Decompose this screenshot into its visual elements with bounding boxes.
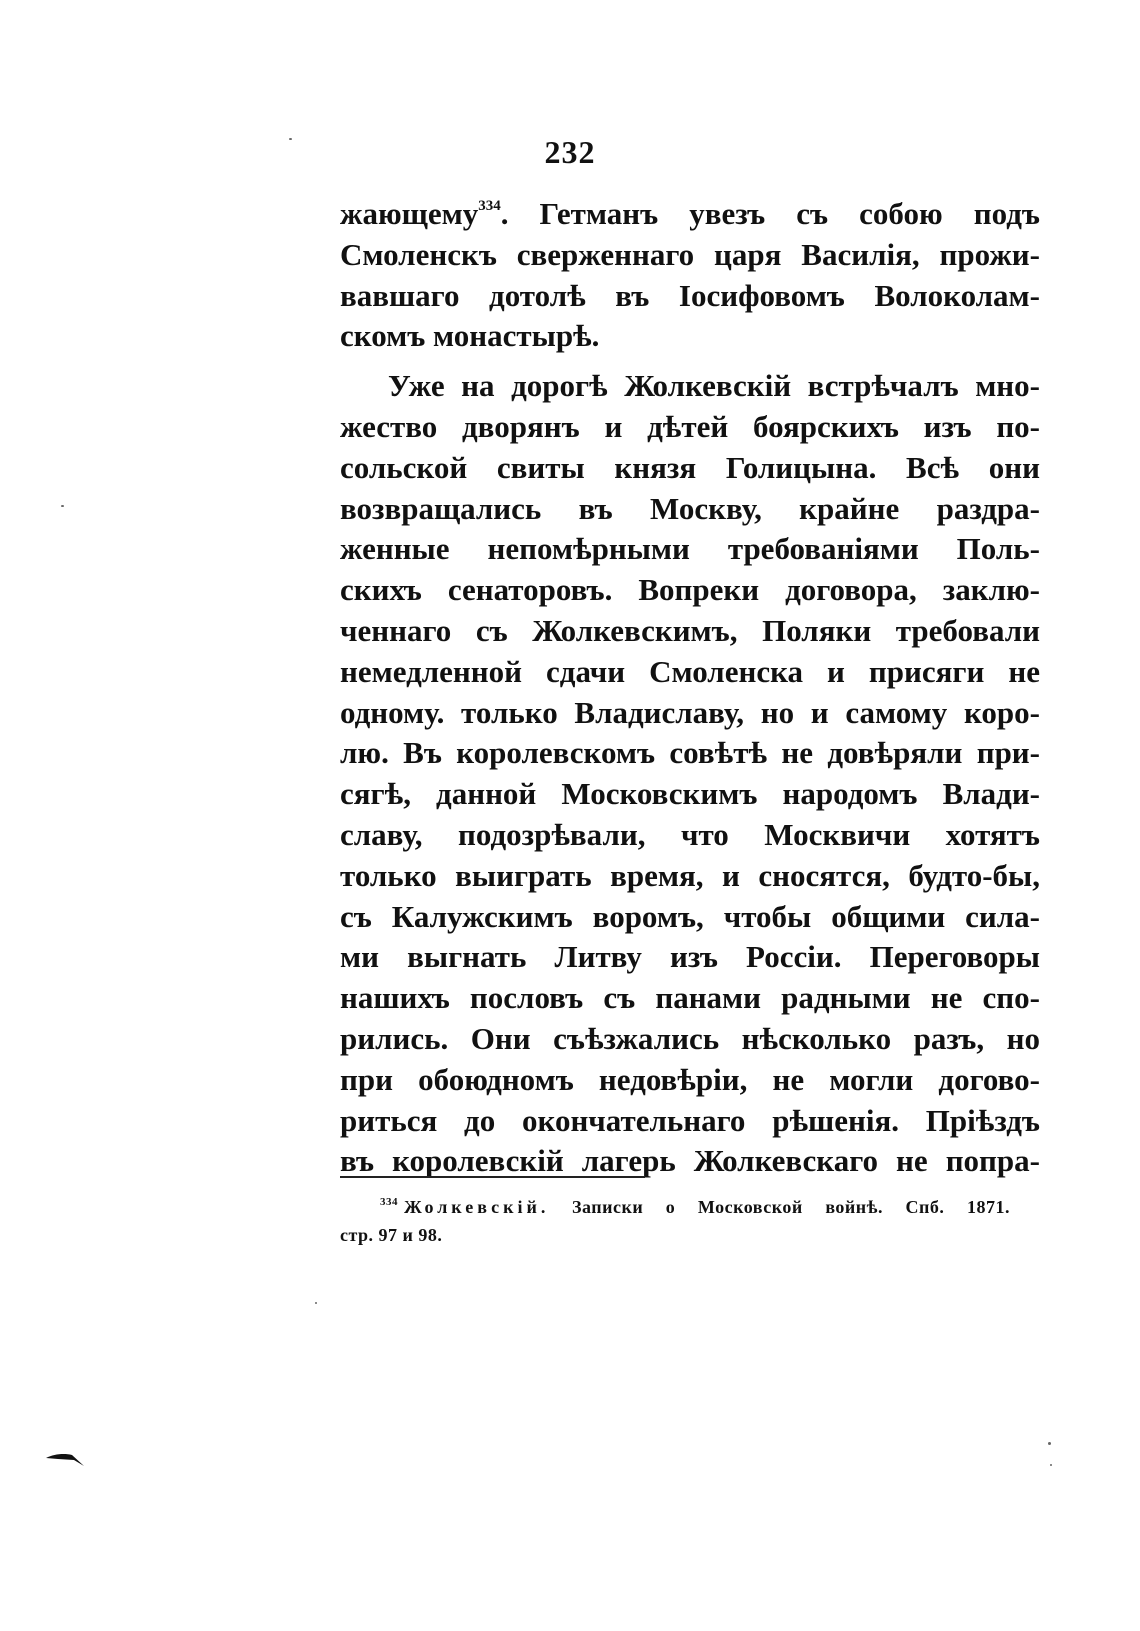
text-line: немедленной сдачи Смоленска и присяги не xyxy=(340,653,1040,689)
text-line: ченнаго съ Жолкевскимъ, Поляки требовали xyxy=(340,612,1040,648)
text-line: въ королевскій лагерь Жолкевскаго не попра- xyxy=(340,1143,1040,1179)
scan-speck xyxy=(1050,1464,1052,1466)
text-line: съ Калужскимъ воромъ, чтобы общими сила- xyxy=(340,898,1040,934)
text-line: вавшаго дотолѣ въ Іосифовомъ Волоколам- xyxy=(340,277,1040,313)
text-line: рились. Они съѣзжались нѣсколько разъ, но xyxy=(340,1020,1040,1056)
text-line: славу, подозрѣвали, что Москвичи хотятъ xyxy=(340,816,1040,852)
text-line: только выиграть время, и сносятся, будто-бы, xyxy=(340,857,1040,893)
text-line: возвращались въ Москву, крайне раздра- xyxy=(340,490,1040,526)
text-line: скихъ сенаторовъ. Вопреки договора, заклю- xyxy=(340,572,1040,608)
scan-speck xyxy=(289,138,292,140)
footnote-line xyxy=(340,1193,1010,1221)
footnote-number: 334 xyxy=(380,1196,398,1208)
scan-mark-icon xyxy=(44,1444,88,1470)
text-line: одному. только Владиславу, но и самому коро- xyxy=(340,694,1040,730)
footnote-divider xyxy=(340,1176,645,1178)
text-line: при обоюдномъ недовѣріи, не могли догово- xyxy=(340,1061,1040,1097)
text-line: сягѣ, данной Московскимъ народомъ Влади- xyxy=(340,776,1040,812)
text-line: жество дворянъ и дѣтей боярскихъ изъ по- xyxy=(340,408,1040,444)
footnote-source: Записки о Московской войнѣ. Спб. 1871. xyxy=(571,1197,1010,1217)
footnote-reference: 334 xyxy=(478,198,501,214)
main-text xyxy=(340,194,1040,1182)
scan-speck xyxy=(1048,1442,1051,1445)
text-line: риться до окончательнаго рѣшенія. Пріѣздъ xyxy=(340,1102,1040,1138)
page-number: 232 xyxy=(544,134,596,170)
text-line xyxy=(340,194,1040,235)
text-line: скомъ монастырѣ. xyxy=(340,318,600,354)
scan-speck xyxy=(61,505,64,507)
text-line: Уже на дорогѣ Жолкевскій встрѣчалъ мно- xyxy=(388,368,1040,404)
footnote-author: Жолкевскій. xyxy=(404,1197,550,1217)
footnote-line: стр. 97 и 98. xyxy=(340,1225,443,1245)
text-line-end: . Гетманъ увезъ съ собою подъ xyxy=(500,196,1040,231)
text-line: Смоленскъ сверженнаго царя Василія, прожи- xyxy=(340,236,1040,272)
text-line: сольской свиты князя Голицына. Всѣ они xyxy=(340,449,1040,485)
text-line: нашихъ пословъ съ панами радными не спо- xyxy=(340,980,1040,1016)
paragraph-break xyxy=(340,357,1040,366)
text-line: ми выгнать Литву изъ Россіи. Переговоры xyxy=(340,939,1040,975)
text-line: женные непомѣрными требованіями Поль- xyxy=(340,531,1040,567)
footnote xyxy=(340,1193,1010,1249)
text-line-start: жающему xyxy=(340,196,479,231)
text-line: лю. Въ королевскомъ совѣтѣ не довѣряли при- xyxy=(340,735,1040,771)
scan-speck xyxy=(315,1302,317,1304)
